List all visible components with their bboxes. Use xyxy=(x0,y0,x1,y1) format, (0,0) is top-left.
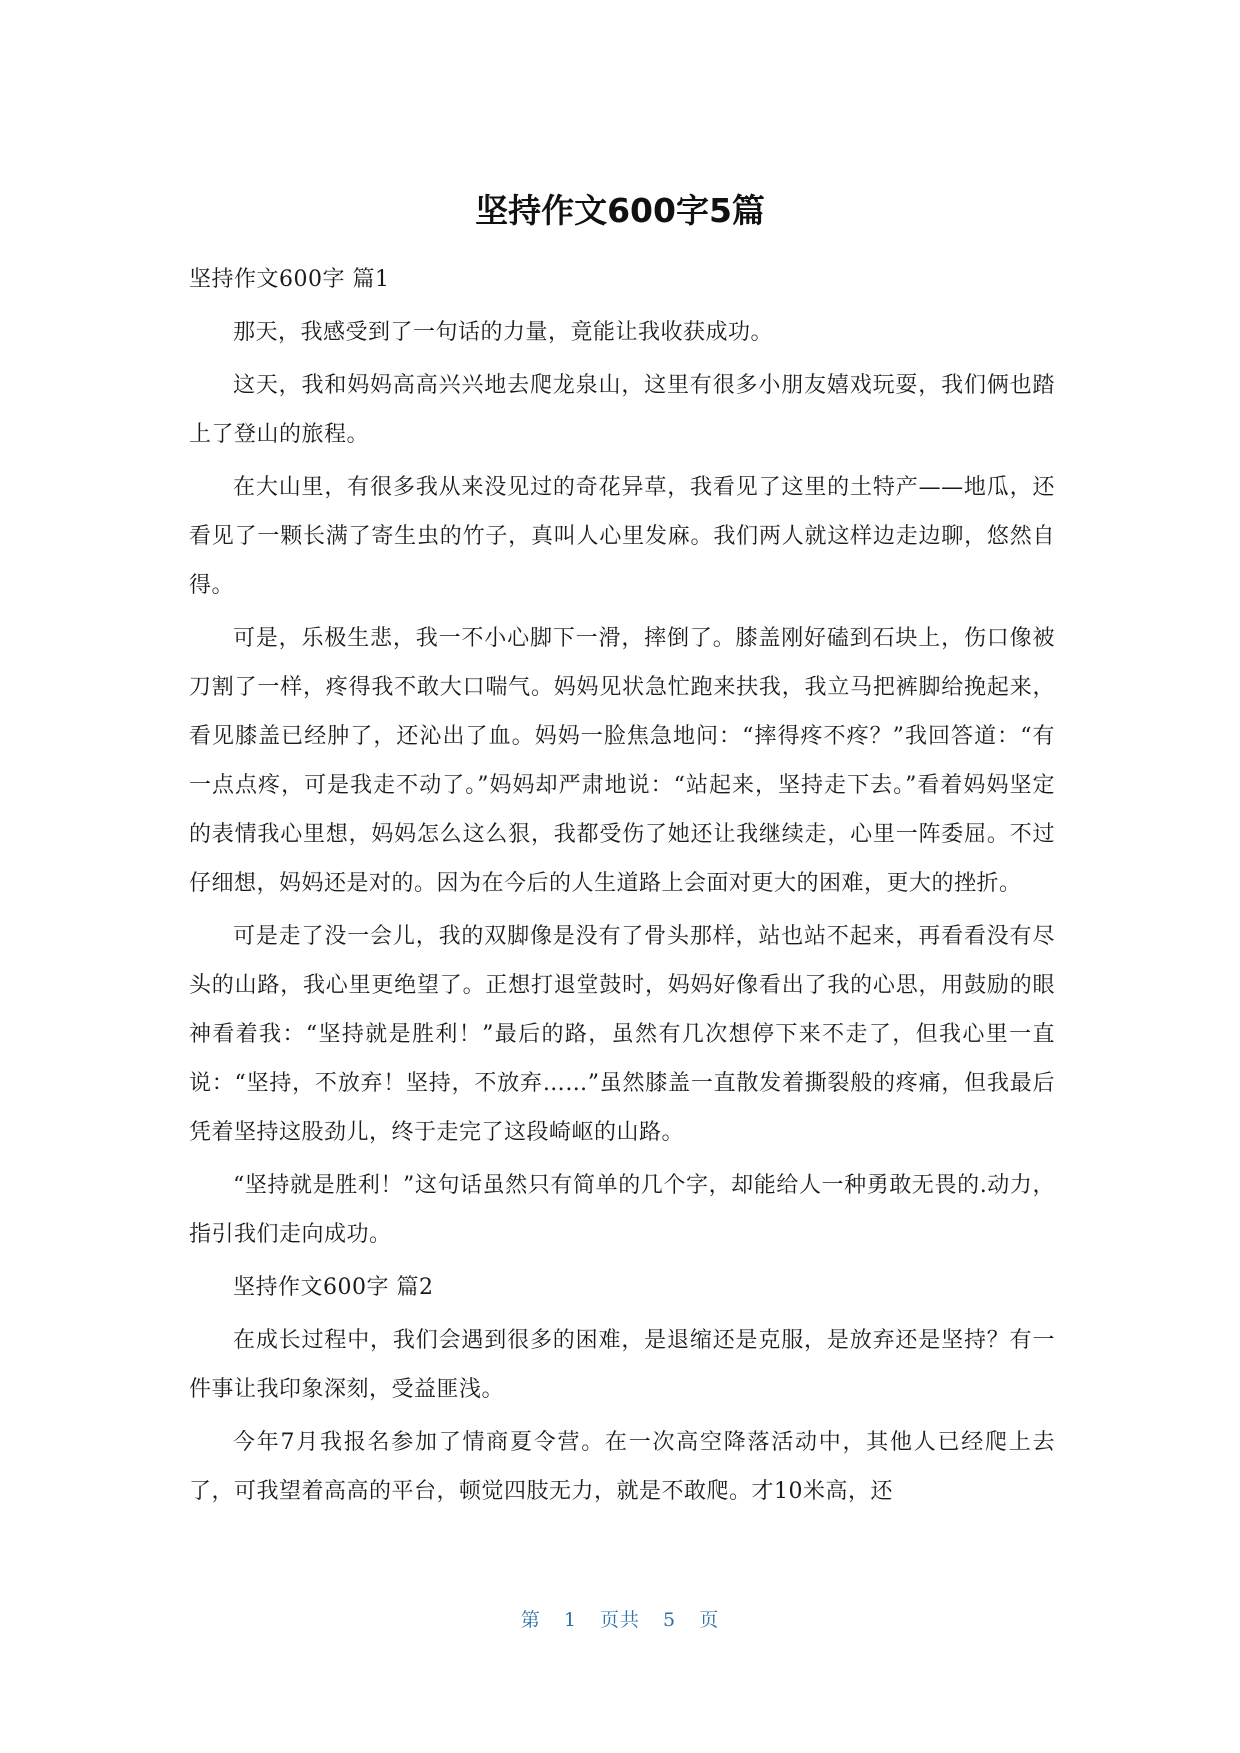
footer-current-page: 1 xyxy=(563,1609,577,1631)
footer-prefix: 第 xyxy=(520,1609,541,1631)
paragraph: 可是，乐极生悲，我一不小心脚下一滑，摔倒了。膝盖刚好磕到石块上，伤口像被刀割了一样，疼得我不敢大口喘气。妈妈见状急忙跑来扶我，我立马把裤脚给挽起来，看见膝盖已经肿了，还沁出了血。妈妈一脸焦急地问：“摔得疼不疼？”我回答道：“有一点点疼，可是我走不动了。”妈妈却严肃地说：“站起来，坚持走下去。”看着妈妈坚定的表情我心里想，妈妈怎么这么狠，我都受伤了她还让我继续走，心里一阵委屈。不过仔细想，妈妈还是对的。因为在今后的人生道路上会面对更大的困难，更大的挫折。 xyxy=(189,626,1055,896)
paragraph: “坚持就是胜利！”这句话虽然只有简单的几个字，却能给人一种勇敢无畏的.动力，指引我们走向成功。 xyxy=(189,1173,1055,1247)
paragraph: 可是走了没一会儿，我的双脚像是没有了骨头那样，站也站不起来，再看看没有尽头的山路，我心里更绝望了。正想打退堂鼓时，妈妈好像看出了我的心思，用鼓励的眼神看着我：“坚持就是胜利！”最后的路，虽然有几次想停下来不走了，但我心里一直说：“坚持，不放弃！坚持，不放弃……”虽然膝盖一直散发着撕裂般的疼痛，但我最后凭着坚持这股劲儿，终于走完了这段崎岖的山路。 xyxy=(189,924,1055,1145)
footer-suffix: 页 xyxy=(699,1609,720,1631)
document-body xyxy=(189,255,1055,1520)
footer-total-pages: 5 xyxy=(663,1609,677,1631)
paragraph: 在大山里，有很多我从来没见过的奇花异草，我看见了这里的土特产——地瓜，还看见了一颗长满了寄生虫的竹子，真叫人心里发麻。我们两人就这样边走边聊，悠然自得。 xyxy=(189,475,1055,598)
paragraph: 这天，我和妈妈高高兴兴地去爬龙泉山，这里有很多小朋友嬉戏玩耍，我们俩也踏上了登山的旅程。 xyxy=(189,373,1055,447)
section-heading-2: 坚持作文600字 篇2 xyxy=(233,1275,434,1300)
paragraph: 在成长过程中，我们会遇到很多的困难，是退缩还是克服，是放弃还是坚持？有一件事让我印象深刻，受益匪浅。 xyxy=(189,1328,1055,1402)
footer-middle: 页共 xyxy=(599,1609,640,1631)
page-footer xyxy=(0,1605,1240,1632)
document-title: 坚持作文600字5篇 xyxy=(475,191,765,230)
paragraph: 那天，我感受到了一句话的力量，竟能让我收获成功。 xyxy=(233,320,774,345)
paragraph: 今年7月我报名参加了情商夏令营。在一次高空降落活动中，其他人已经爬上去了，可我望着高高的平台，顿觉四肢无力，就是不敢爬。才10米高，还 xyxy=(189,1430,1055,1504)
section-heading-1: 坚持作文600字 篇1 xyxy=(189,267,390,292)
